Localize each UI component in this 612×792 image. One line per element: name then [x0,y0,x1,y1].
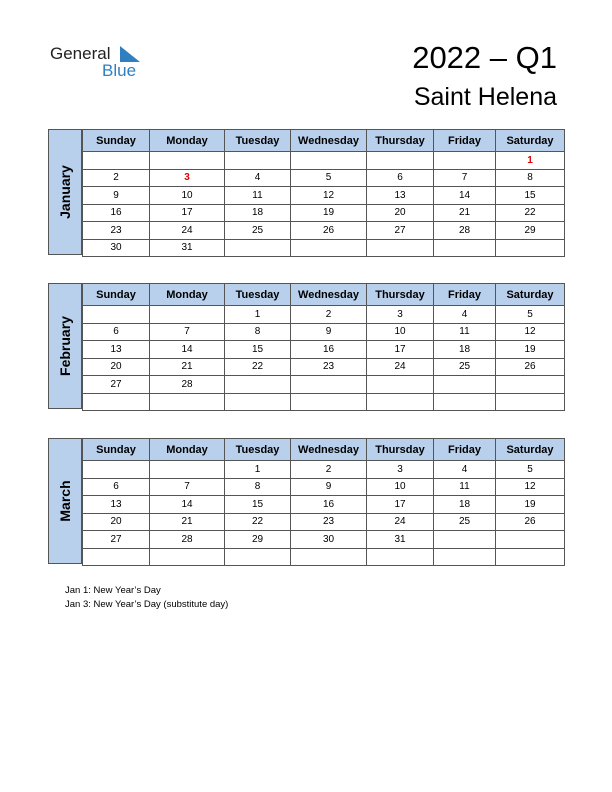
weekday-header: Sunday [83,284,150,306]
holiday-note: Jan 3: New Year’s Day (substitute day) [65,599,229,610]
week-row [83,461,565,479]
day-cell [150,152,225,170]
weekday-header-row [83,130,565,152]
day-cell: 28 [150,376,225,394]
day-cell: 16 [83,204,150,222]
weekday-header: Friday [434,439,496,461]
day-cell: 25 [225,222,291,240]
day-cell: 30 [291,531,367,549]
month-label [48,129,82,255]
weekday-header: Wednesday [291,130,367,152]
day-cell [434,152,496,170]
weekday-header: Tuesday [225,284,291,306]
month-name: March [57,480,73,522]
day-cell: 26 [496,513,565,531]
day-cell: 26 [496,358,565,376]
day-cell [150,548,225,566]
day-cell: 18 [225,204,291,222]
month-grid [82,438,565,566]
day-cell: 6 [367,169,434,187]
day-cell: 16 [291,496,367,514]
day-cell: 9 [83,187,150,205]
day-cell: 22 [496,204,565,222]
day-cell: 20 [83,513,150,531]
day-cell: 7 [150,323,225,341]
day-cell: 23 [83,222,150,240]
week-row [83,169,565,187]
page-title: 2022 – Q1 [412,40,557,75]
day-cell: 7 [434,169,496,187]
day-cell: 30 [83,239,150,257]
day-cell [434,393,496,411]
weekday-header: Monday [150,130,225,152]
day-cell [83,152,150,170]
week-row [83,187,565,205]
day-cell: 14 [150,341,225,359]
weekday-header: Wednesday [291,439,367,461]
day-cell: 13 [83,341,150,359]
day-cell [367,376,434,394]
week-row [83,548,565,566]
week-row [83,393,565,411]
weekday-header-row [83,439,565,461]
month-calendar-february [48,283,564,409]
day-cell: 10 [367,478,434,496]
day-cell: 27 [83,376,150,394]
day-cell: 27 [83,531,150,549]
day-cell: 5 [496,306,565,324]
weekday-header-row [83,284,565,306]
day-cell: 6 [83,478,150,496]
day-cell: 15 [496,187,565,205]
day-cell: 3 [150,169,225,187]
day-cell: 24 [150,222,225,240]
day-cell: 29 [225,531,291,549]
day-cell: 15 [225,496,291,514]
day-cell: 23 [291,358,367,376]
holiday-note: Jan 1: New Year’s Day [65,585,161,596]
day-cell [434,548,496,566]
day-cell: 8 [225,323,291,341]
day-cell: 19 [496,341,565,359]
day-cell: 1 [496,152,565,170]
day-cell: 25 [434,358,496,376]
day-cell: 2 [291,306,367,324]
day-cell: 18 [434,496,496,514]
weekday-header: Monday [150,284,225,306]
day-cell [225,393,291,411]
day-cell: 8 [496,169,565,187]
day-cell [150,461,225,479]
weekday-header: Sunday [83,130,150,152]
day-cell: 9 [291,323,367,341]
day-cell: 4 [225,169,291,187]
week-row [83,531,565,549]
day-cell [291,152,367,170]
day-cell [496,531,565,549]
weekday-header: Wednesday [291,284,367,306]
day-cell: 7 [150,478,225,496]
day-cell [367,393,434,411]
day-cell: 14 [434,187,496,205]
day-cell [367,548,434,566]
day-cell [225,239,291,257]
day-cell [83,393,150,411]
month-calendar-march [48,438,564,564]
day-cell: 31 [150,239,225,257]
day-cell: 31 [367,531,434,549]
day-cell: 23 [291,513,367,531]
month-grid [82,283,565,411]
day-cell: 8 [225,478,291,496]
week-row [83,152,565,170]
day-cell: 11 [434,478,496,496]
day-cell: 22 [225,358,291,376]
weekday-header: Tuesday [225,130,291,152]
day-cell: 20 [367,204,434,222]
day-cell: 19 [496,496,565,514]
day-cell: 24 [367,513,434,531]
day-cell: 14 [150,496,225,514]
day-cell: 15 [225,341,291,359]
weekday-header: Sunday [83,439,150,461]
day-cell [291,376,367,394]
weekday-header: Saturday [496,284,565,306]
day-cell: 17 [150,204,225,222]
day-cell: 19 [291,204,367,222]
day-cell: 13 [83,496,150,514]
day-cell [367,152,434,170]
day-cell: 9 [291,478,367,496]
month-label [48,283,82,409]
day-cell: 25 [434,513,496,531]
weekday-header: Thursday [367,130,434,152]
day-cell: 12 [291,187,367,205]
day-cell: 3 [367,461,434,479]
day-cell: 17 [367,496,434,514]
day-cell: 20 [83,358,150,376]
day-cell [225,376,291,394]
logo-text-general: General [50,44,111,63]
day-cell: 5 [291,169,367,187]
week-row [83,239,565,257]
day-cell: 10 [150,187,225,205]
weekday-header: Monday [150,439,225,461]
weekday-header: Tuesday [225,439,291,461]
holiday-notes [65,584,228,612]
weekday-header: Thursday [367,284,434,306]
week-row [83,358,565,376]
weekday-header: Saturday [496,439,565,461]
day-cell: 10 [367,323,434,341]
weekday-header: Friday [434,130,496,152]
day-cell: 28 [150,531,225,549]
day-cell [496,393,565,411]
day-cell [291,239,367,257]
weekday-header: Saturday [496,130,565,152]
day-cell: 29 [496,222,565,240]
week-row [83,341,565,359]
day-cell [83,306,150,324]
day-cell [496,376,565,394]
month-name: February [57,316,73,376]
day-cell [83,548,150,566]
day-cell [434,531,496,549]
week-row [83,323,565,341]
weekday-header: Thursday [367,439,434,461]
day-cell [150,393,225,411]
logo-text-blue: Blue [102,61,137,80]
day-cell [225,548,291,566]
week-row [83,496,565,514]
day-cell: 26 [291,222,367,240]
day-cell: 24 [367,358,434,376]
day-cell: 17 [367,341,434,359]
day-cell: 11 [225,187,291,205]
day-cell: 4 [434,306,496,324]
day-cell: 27 [367,222,434,240]
month-label [48,438,82,564]
day-cell: 21 [150,513,225,531]
day-cell [496,239,565,257]
week-row [83,376,565,394]
day-cell: 28 [434,222,496,240]
weekday-header: Friday [434,284,496,306]
day-cell: 2 [291,461,367,479]
day-cell: 12 [496,323,565,341]
day-cell: 3 [367,306,434,324]
month-name: January [57,165,73,219]
day-cell: 11 [434,323,496,341]
month-calendar-january [48,129,564,255]
day-cell: 1 [225,306,291,324]
week-row [83,222,565,240]
day-cell: 5 [496,461,565,479]
day-cell [434,376,496,394]
month-grid [82,129,565,257]
day-cell: 22 [225,513,291,531]
day-cell: 18 [434,341,496,359]
day-cell: 13 [367,187,434,205]
week-row [83,204,565,222]
day-cell [291,548,367,566]
day-cell: 1 [225,461,291,479]
day-cell [225,152,291,170]
day-cell [150,306,225,324]
day-cell: 4 [434,461,496,479]
day-cell [83,461,150,479]
country-name: Saint Helena [413,83,557,111]
day-cell: 21 [434,204,496,222]
week-row [83,478,565,496]
week-row [83,306,565,324]
day-cell [291,393,367,411]
day-cell [367,239,434,257]
week-row [83,513,565,531]
day-cell: 2 [83,169,150,187]
logo-triangle-icon [120,46,140,62]
day-cell: 6 [83,323,150,341]
day-cell: 21 [150,358,225,376]
day-cell [434,239,496,257]
day-cell [496,548,565,566]
day-cell: 16 [291,341,367,359]
day-cell: 12 [496,478,565,496]
